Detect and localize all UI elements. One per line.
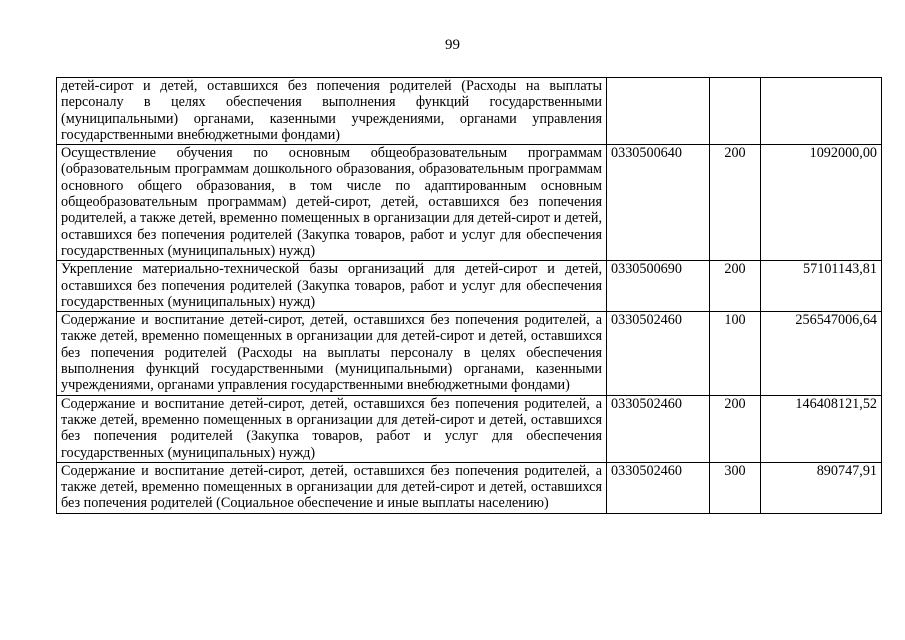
row-expense-type xyxy=(710,78,761,145)
row-target-code: 0330500690 xyxy=(607,261,710,312)
row-amount: 146408121,52 xyxy=(761,395,882,462)
table-row xyxy=(57,462,882,513)
row-description: Осуществление обучения по основным общеобразовательным программам (образовательным программам дошкольного образования, образовательным программам основного общего образования, в том числе по адаптированным основным общеобразовательным программам) детей-сирот, детей, оставшихся без попечения родителей, а также детей, временно помещенных в организации для детей-сирот и детей, оставшихся без попечения родителей (Закупка товаров, работ и услуг для обеспечения государственных (муниципальных) нужд) xyxy=(57,145,607,261)
row-amount: 890747,91 xyxy=(761,462,882,513)
row-target-code: 0330502460 xyxy=(607,462,710,513)
table-row xyxy=(57,261,882,312)
row-expense-type: 200 xyxy=(710,145,761,261)
row-description: Содержание и воспитание детей-сирот, детей, оставшихся без попечения родителей, а также детей, временно помещенных в организации для детей-сирот и детей, оставшихся без попечения родителей (Расходы на выплаты персоналу в целях обеспечения выполнения функций государственными (муниципальными) органами, казенными учреждениями, органами управления государственными внебюджетными фондами) xyxy=(57,312,607,395)
row-target-code: 0330500640 xyxy=(607,145,710,261)
row-target-code xyxy=(607,78,710,145)
table-row xyxy=(57,395,882,462)
row-target-code: 0330502460 xyxy=(607,312,710,395)
row-description: Укрепление материально-технической базы организаций для детей-сирот и детей, оставшихся без попечения родителей (Закупка товаров, работ и услуг для обеспечения государственных (муниципальных) нужд) xyxy=(57,261,607,312)
row-description: детей-сирот и детей, оставшихся без попечения родителей (Расходы на выплаты персоналу в целях обеспечения выполнения функций государственными (муниципальными) органами, казенными учреждениями, органами управления государственными внебюджетными фондами) xyxy=(57,78,607,145)
budget-table-body xyxy=(57,78,882,514)
table-row xyxy=(57,312,882,395)
row-amount xyxy=(761,78,882,145)
row-description: Содержание и воспитание детей-сирот, детей, оставшихся без попечения родителей, а также детей, временно помещенных в организации для детей-сирот и детей, оставшихся без попечения родителей (Закупка товаров, работ и услуг для обеспечения государственных (муниципальных) нужд) xyxy=(57,395,607,462)
row-expense-type: 100 xyxy=(710,312,761,395)
table-row xyxy=(57,78,882,145)
table-row xyxy=(57,145,882,261)
budget-table xyxy=(56,77,882,514)
row-amount: 57101143,81 xyxy=(761,261,882,312)
page-number: 99 xyxy=(445,37,460,53)
row-target-code: 0330502460 xyxy=(607,395,710,462)
row-description: Содержание и воспитание детей-сирот, детей, оставшихся без попечения родителей, а также детей, временно помещенных в организации для детей-сирот и детей, оставшихся без попечения родителей (Социальное обеспечение и иные выплаты населению) xyxy=(57,462,607,513)
row-amount: 256547006,64 xyxy=(761,312,882,395)
row-expense-type: 200 xyxy=(710,261,761,312)
row-expense-type: 200 xyxy=(710,395,761,462)
row-expense-type: 300 xyxy=(710,462,761,513)
row-amount: 1092000,00 xyxy=(761,145,882,261)
